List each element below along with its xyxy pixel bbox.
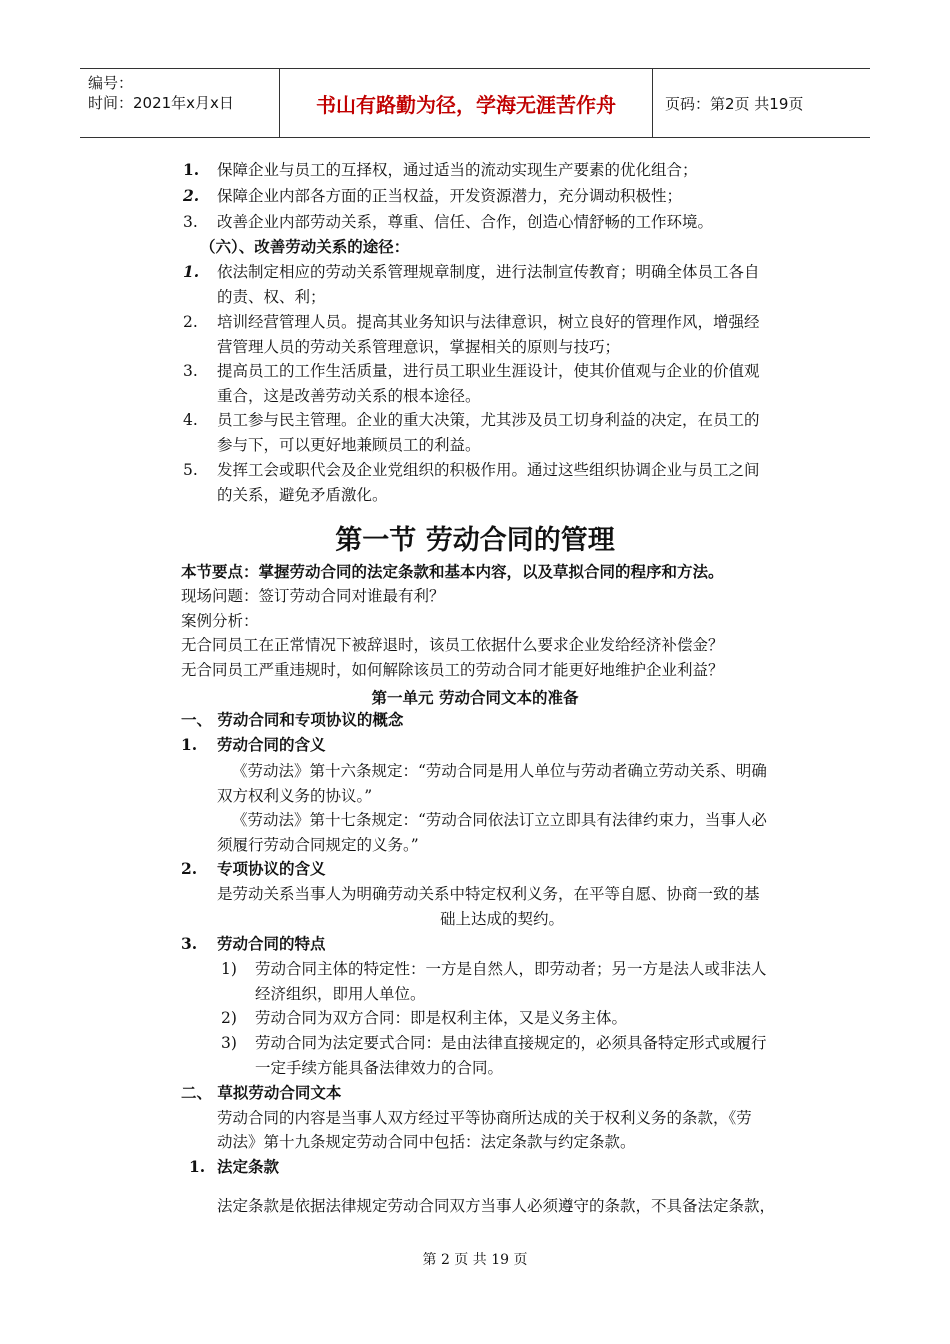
item3-title: 劳动合同的特点 bbox=[217, 934, 326, 953]
field-question: 现场问题：签订劳动合同对谁最有利？ bbox=[181, 587, 445, 605]
clause1-num: 1. bbox=[189, 1157, 206, 1176]
case-question-2: 无合同员工严重违规时，如何解除该员工的劳动合同才能更好地维护企业利益？ bbox=[181, 661, 724, 679]
list-b-item-4-line-2: 参与下，可以更好地兼顾员工的利益。 bbox=[217, 436, 481, 454]
list-b-num-3: 3. bbox=[183, 362, 198, 380]
feature-1-line-1: 劳动合同主体的特定性：一方是自然人，即劳动者；另一方是法人或非法人 bbox=[255, 960, 767, 978]
header-meta bbox=[80, 69, 280, 137]
item3-num: 3. bbox=[181, 934, 198, 953]
feature-3-line-2: 一定手续方能具备法律效力的合同。 bbox=[255, 1059, 504, 1077]
list-b-num-1: 1. bbox=[183, 262, 200, 281]
item1-num: 1. bbox=[181, 735, 198, 754]
case-label: 案例分析： bbox=[181, 612, 259, 630]
list-a-item-1: 保障企业与员工的互择权，通过适当的流动实现生产要素的优化组合； bbox=[217, 161, 698, 179]
item2-p-line-2: 础上达成的契约。 bbox=[440, 910, 565, 928]
item2-title: 专项协议的含义 bbox=[217, 859, 326, 878]
list-b-num-5: 5. bbox=[183, 461, 198, 479]
list-b-item-1-line-2: 的责、权、利； bbox=[217, 288, 326, 306]
list-b-item-2-line-2: 营管理人员的劳动关系管理意识，掌握相关的原则与技巧； bbox=[217, 338, 621, 356]
list-a-num-2: 2. bbox=[183, 186, 200, 205]
list-a-item-2: 保障企业内部各方面的正当权益，开发资源潜力，充分调动积极性； bbox=[217, 187, 683, 205]
item1-p2-line-1: 《劳动法》第十七条规定：“劳动合同依法订立立即具有法律约束力，当事人必 bbox=[232, 811, 767, 829]
list-b-item-3-line-2: 重合，这是改善劳动关系的根本途径。 bbox=[217, 387, 481, 405]
list-b-item-5-line-1: 发挥工会或职代会及企业党组织的积极作用。通过这些组织协调企业与员工之间 bbox=[217, 461, 760, 479]
feature-num-3: 3) bbox=[221, 1034, 237, 1052]
part2-p-line-1: 劳动合同的内容是当事人双方经过平等协商所达成的关于权利义务的条款，《劳 bbox=[217, 1109, 752, 1127]
page-header bbox=[80, 68, 870, 138]
list-a-num-3: 3. bbox=[183, 213, 198, 231]
part1-title: 一、 劳动合同和专项协议的概念 bbox=[181, 710, 404, 729]
list-b-item-3-line-1: 提高员工的工作生活质量，进行员工职业生涯设计，使其价值观与企业的价值观 bbox=[217, 362, 760, 380]
section-title: 第一节 劳动合同的管理 bbox=[335, 525, 615, 556]
time-label: 时间：2021年x月x日 bbox=[88, 94, 234, 112]
list-b-item-4-line-1: 员工参与民主管理。企业的重大决策，尤其涉及员工切身利益的决定，在员工的 bbox=[217, 411, 760, 429]
list-a-num-1: 1. bbox=[183, 160, 200, 179]
list-b-item-5-line-2: 的关系，避免矛盾激化。 bbox=[217, 486, 388, 504]
clause1-title: 法定条款 bbox=[217, 1157, 280, 1176]
list-a-item-3: 改善企业内部劳动关系，尊重、信任、合作，创造心情舒畅的工作环境。 bbox=[217, 213, 714, 231]
part2-title: 二、 草拟劳动合同文本 bbox=[181, 1083, 342, 1102]
feature-2-line-1: 劳动合同为双方合同：即是权利主体，又是义务主体。 bbox=[255, 1009, 628, 1027]
serial-label: 编号： bbox=[88, 74, 134, 92]
item1-p1-line-2: 双方权利义务的协议。” bbox=[217, 787, 373, 805]
key-points: 本节要点：掌握劳动合同的法定条款和基本内容，以及草拟合同的程序和方法。 bbox=[181, 562, 724, 581]
case-question-1: 无合同员工在正常情况下被辞退时，该员工依据什么要求企业发给经济补偿金？ bbox=[181, 636, 724, 654]
feature-1-line-2: 经济组织，即用人单位。 bbox=[255, 985, 426, 1003]
list-b-item-2-line-1: 培训经营管理人员。提高其业务知识与法律意识，树立良好的管理作风，增强经 bbox=[217, 313, 760, 331]
list-b-num-2: 2. bbox=[183, 313, 198, 331]
header-page-info: 页码：第2页 共19页 bbox=[665, 94, 804, 113]
feature-3-line-1: 劳动合同为法定要式合同：是由法律直接规定的，必须具备特定形式或履行 bbox=[255, 1034, 767, 1052]
item1-p1-line-1: 《劳动法》第十六条规定：“劳动合同是用人单位与劳动者确立劳动关系、明确 bbox=[232, 762, 767, 780]
page-footer: 第 2 页 共 19 页 bbox=[422, 1252, 528, 1268]
item1-p2-line-2: 须履行劳动合同规定的义务。” bbox=[217, 836, 419, 854]
feature-num-2: 2) bbox=[221, 1009, 237, 1027]
list-b-num-4: 4. bbox=[183, 411, 198, 429]
clause1-p: 法定条款是依据法律规定劳动合同双方当事人必须遵守的条款，不具备法定条款， bbox=[217, 1197, 776, 1215]
feature-num-1: 1) bbox=[221, 960, 237, 978]
unit-title: 第一单元 劳动合同文本的准备 bbox=[371, 688, 579, 707]
item1-title: 劳动合同的含义 bbox=[217, 735, 326, 754]
subheading-6: （六）、改善劳动关系的途径： bbox=[200, 237, 410, 256]
list-b-item-1-line-1: 依法制定相应的劳动关系管理规章制度，进行法制宣传教育；明确全体员工各自 bbox=[217, 263, 760, 281]
part2-p-line-2: 动法》第十九条规定劳动合同中包括：法定条款与约定条款。 bbox=[217, 1133, 636, 1151]
item2-p-line-1: 是劳动关系当事人为明确劳动关系中特定权利义务，在平等自愿、协商一致的基 bbox=[217, 885, 760, 903]
header-motto: 书山有路勤为径，学海无涯苦作舟 bbox=[280, 69, 653, 137]
item2-num: 2. bbox=[181, 859, 198, 878]
